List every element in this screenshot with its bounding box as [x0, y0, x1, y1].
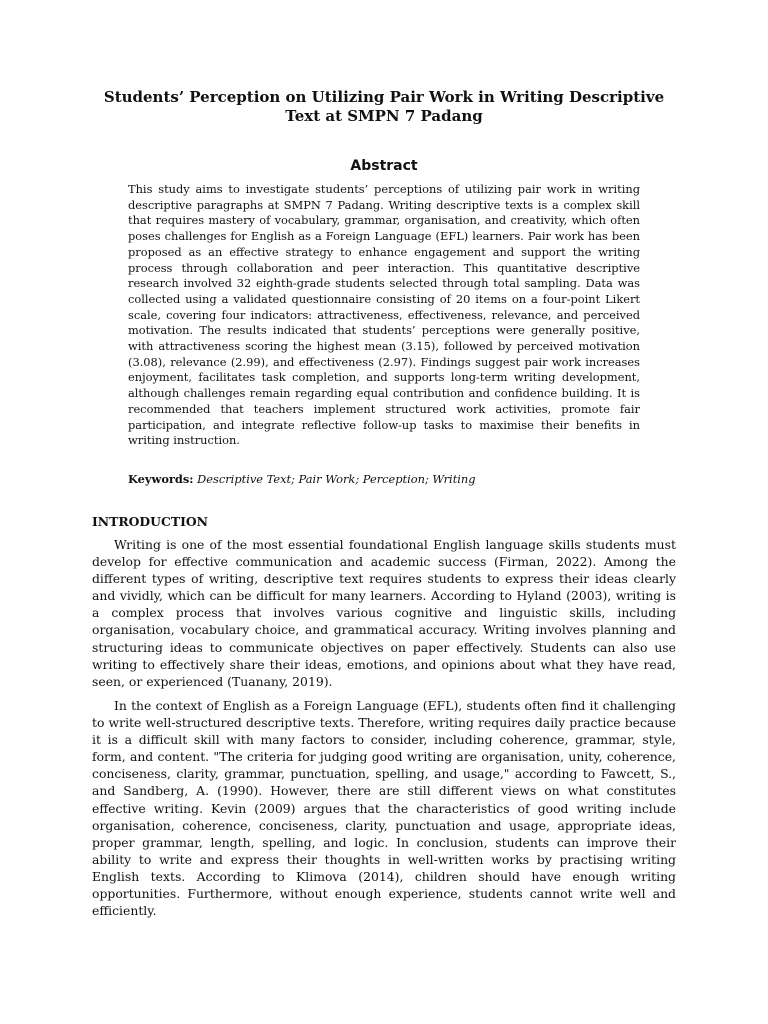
abstract-heading: Abstract — [350, 158, 418, 174]
keywords-values: Descriptive Text; Pair Work; Perception; Writing — [197, 472, 476, 486]
keywords-line — [128, 472, 640, 488]
keywords-label: Keywords: — [128, 472, 194, 486]
paper-title: Students’ Perception on Utilizing Pair Work in Writing Descriptive Text at SMPN 7 Padang — [103, 88, 665, 125]
introduction-paragraph-1: Writing is one of the most essential foundational English language skills students must develop for effective communication and academic success (Firman, 2022). Among the different types of writing, descriptive text requires students to express their ideas clearly and vividly, which can be difficult for many learners. According to Hyland (2003), writing is a complex process that involves various cognitive and linguistic skills, including organisation, vocabulary choice, and grammatical accuracy. Writing involves planning and structuring ideas to communicate objectives on paper effectively. Students can also use writing to effectively share their ideas, emotions, and opinions about what they have read, seen, or experienced (Tuanany, 2019). — [92, 537, 676, 689]
abstract-body: This study aims to investigate students’ perceptions of utilizing pair work in writing descriptive paragraphs at SMPN 7 Padang. Writing descriptive texts is a complex skill that requires mastery of vocabulary, grammar, organisation, and creativity, which often poses challenges for English as a Foreign Language (EFL) learners. Pair work has been proposed as an effective strategy to enhance engagement and support the writing process through collaboration and peer interaction. This quantitative descriptive research involved 32 eighth-grade students selected through total sampling. Data was collected using a validated questionnaire consisting of 20 items on a four-point Likert scale, covering four indicators: attractiveness, effectiveness, relevance, and perceived motivation. The results indicated that students’ perceptions were generally positive, with attractiveness scoring the highest mean (3.15), followed by perceived motivation (3.08), relevance (2.99), and effectiveness (2.97). Findings suggest pair work increases enjoyment, facilitates task completion, and supports long-term writing development, although challenges remain regarding equal contribution and confidence building. It is recommended that teachers implement structured work activities, promote fair participation, and integrate reflective follow-up tasks to maximise their benefits in writing instruction. — [128, 182, 640, 448]
introduction-paragraph-2: In the context of English as a Foreign Language (EFL), students often find it challenging to write well-structured descriptive texts. Therefore, writing requires daily practice because it is a difficult skill with many factors to consider, including coherence, grammar, style, form, and content. "The criteria for judging good writing are organisation, unity, coherence, conciseness, clarity, grammar, punctuation, spelling, and usage," according to Fawcett, S., and Sandberg, A. (1990). However, there are still different views on what constitutes effective writing. Kevin (2009) argues that the characteristics of good writing include organisation, coherence, conciseness, clarity, punctuation and usage, appropriate ideas, proper grammar, length, spelling, and logic. In conclusion, students can improve their ability to write and express their thoughts in well-written works by practising writing English texts. According to Klimova (2014), children should have enough writing opportunities. Furthermore, without enough experience, students cannot write well and efficiently. — [92, 698, 676, 919]
introduction-heading: INTRODUCTION — [92, 514, 208, 529]
